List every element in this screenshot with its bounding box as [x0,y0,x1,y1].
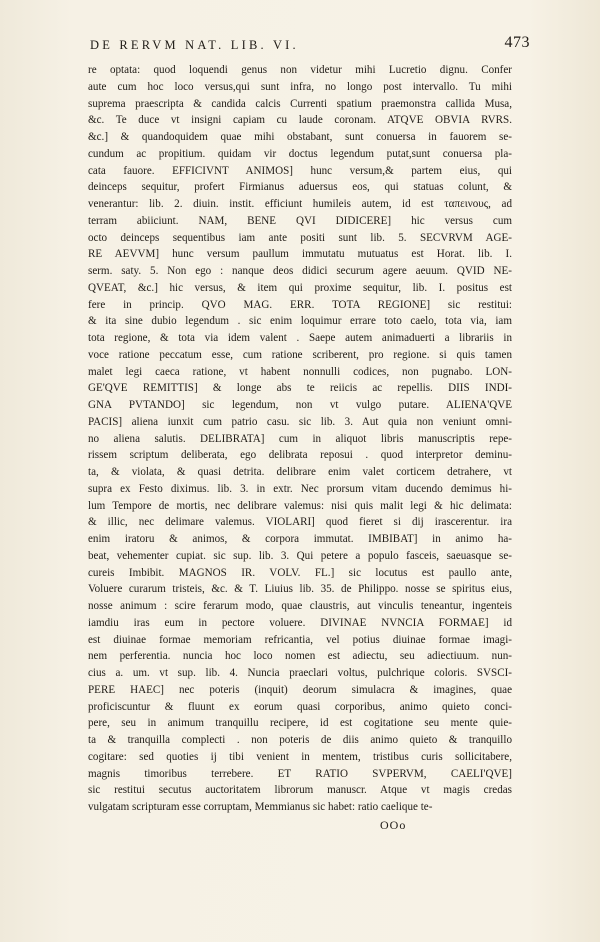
running-head [90,34,530,56]
text-line: no aliena salutis. DELIBRATA] cum in aliquot libris manuscriptis repe- [88,432,512,445]
text-line: enim iratoru & animos, & corpora immutat. IMBIBAT] in animo ha- [88,533,512,545]
text-line: venerantur: lib. 2. diuin. instit. efficiunt humileis autem, id est ταπεινους, ad [88,198,512,210]
text-line: cius a. um. vt sup. lib. 4. Nuncia praeclari voltus, pulchrique coloris. SVSCI- [88,667,512,679]
text-line: voce ratione peccatum esse, cum ratione scriberent, pro regione. si quis tamen [88,348,512,361]
text-line: & ita sine dubio legendum . sic enim loquimur errare toto caelo, tota via, iam [88,315,512,328]
text-line: GE'QVE REMITTIS] & longe abs te reiicis ac repellis. DIIS INDI- [88,382,512,395]
page-number: 473 [504,34,530,51]
text-line: beat, vehementer cupiat. sic sup. lib. 3. Qui petere a populo fasceis, saeuasque se- [88,549,512,562]
text-line: cureis Imbibit. MAGNOS IR. VOLV. FL.] sic locutus est paullo ante, [88,566,512,579]
running-title: DE RERVM NAT. LIB. VI. [90,38,299,52]
text-line: terram abiiciunt. NAM, BENE QVI DIDICERE] hic versus cum [88,214,512,227]
text-line: serm. saty. 5. Non ego : nanque deos didici securum agere aeuum. QVID NE- [88,265,512,277]
text-line: suprema praescripta & candida calcis Currenti spatium praemonstra callida Musa, [88,97,512,110]
text-line: PERE HAEC] nec poteris (inquit) deorum simulacra & imagines, quae [88,683,512,696]
text-line: Voluere curarum tristeis, &c. & T. Liuius lib. 35. de Philippo. nosse se spiritus eius, [88,583,512,596]
text-line: proficiscuntur & fluunt ex eorum quasi corporibus, animo quieto conci- [88,700,512,713]
text-line: GNA PVTANDO] sic legendum, non vt vulgo putare. ALIENA'QVE [88,399,512,411]
text-line: lum Tempore de mortis, nec delibrare valemus: nisi quis malit legi & hic delimata: [88,499,512,512]
commentary-text [88,62,512,816]
text-line: sic restitui secutus auctoritatem librorum manuscr. Atque vt magis credas [88,784,512,797]
text-line: re optata: quod loquendi genus non videtur mihi Lucretio dignu. Confer [88,64,512,76]
text-line: tota regione, & tota via idem valent . Saepe autem animaduerti a librariis in [88,332,512,344]
text-line: & illic, nec delimare valemus. VIOLARI] quod fieret si dij irascerentur. ira [88,516,512,529]
text-line: ta & tranquilla complecti . non poteris de diis animo quieto & tranquillo [88,734,512,746]
text-line: rissem scriptum deliberata, ego delibrata reposui . quod interpretor deminu- [88,449,512,462]
text-line: &c. Te duce vt insigni capiam cu laude coronam. ATQVE OBVIA RVRS. [88,114,512,127]
text-line: ta, & violata, & quasi detrita. delibrare enim valet corticem detrahere, vt [88,466,512,478]
text-line: QVEAT, &c.] hic versus, & item qui proxime sequitur, lib. I. positus est [88,281,512,294]
text-line: iamdiu iras eum in pectore voluere. DIVINAE NVNCIA FORMAE] id [88,616,512,629]
text-line: nem perferentia. nuncia hoc loco nomen est adiectu, seu adiectiuum. nun- [88,650,512,663]
text-line: magnis timoribus terrebere. ET RATIO SVPERVM, CAELI'QVE] [88,767,512,780]
text-line: cogitare: sed quoties ij tibi venient in mentem, tristibus curis sollicitabere, [88,750,512,763]
text-line: aute cum hoc loco versus,qui sunt infra, no longo post intervallo. Tu mihi [88,80,512,93]
text-line: fere in princip. QVO MAG. ERR. TOTA REGIONE] sic restitui: [88,298,512,311]
text-line: malet legi caeca ratione, vt habent nonnulli codices, non pugnabo. LON- [88,365,512,378]
text-line: est diuinae formae memoriam refricantia, vel potius diuinae formae imagi- [88,633,512,646]
text-line: octo deinceps sequentibus iam ante positi sunt lib. 5. SECVRVM AGE- [88,231,512,244]
text-line: supra ex Festo diximus. lib. 3. in extr. Nec prorsum vitam ducendo demimus hi- [88,482,512,495]
text-line: vulgatam scripturam esse corruptam, Memmianus sic habet: ratio caelique te- [88,801,433,813]
text-line: pere, seu in animum tranquillu recipere, id est cogitatione seu mente quie- [88,717,512,730]
text-line: &c.] & quandoquidem quae mihi obstabant, sunt conuersa in fauorem se- [88,131,512,143]
text-line: PACIS] aliena iunxit cum patrio casu. sic lib. 3. Aut quia non veniunt omni- [88,415,512,428]
text-line: cata fauore. EFFICIVNT ANIMOS] hunc versum,& partem eius, qui [88,164,512,177]
text-line: deinceps sequitur, profert Firmianus aduersus eos, qui statuas colunt, & [88,181,512,194]
text-line: RE AEVVM] hunc versum paullum immutatu mutuatus est Horat. lib. I. [88,248,512,261]
text-line: nosse animum : scire ferarum modo, quae claustris, aut vinculis teneantur, ingenteis [88,600,512,612]
catchword: OOo [380,818,407,832]
text-line: cundum ac propitium. quidam vir doctus legendum putat,sunt conuersa pla- [88,147,512,160]
